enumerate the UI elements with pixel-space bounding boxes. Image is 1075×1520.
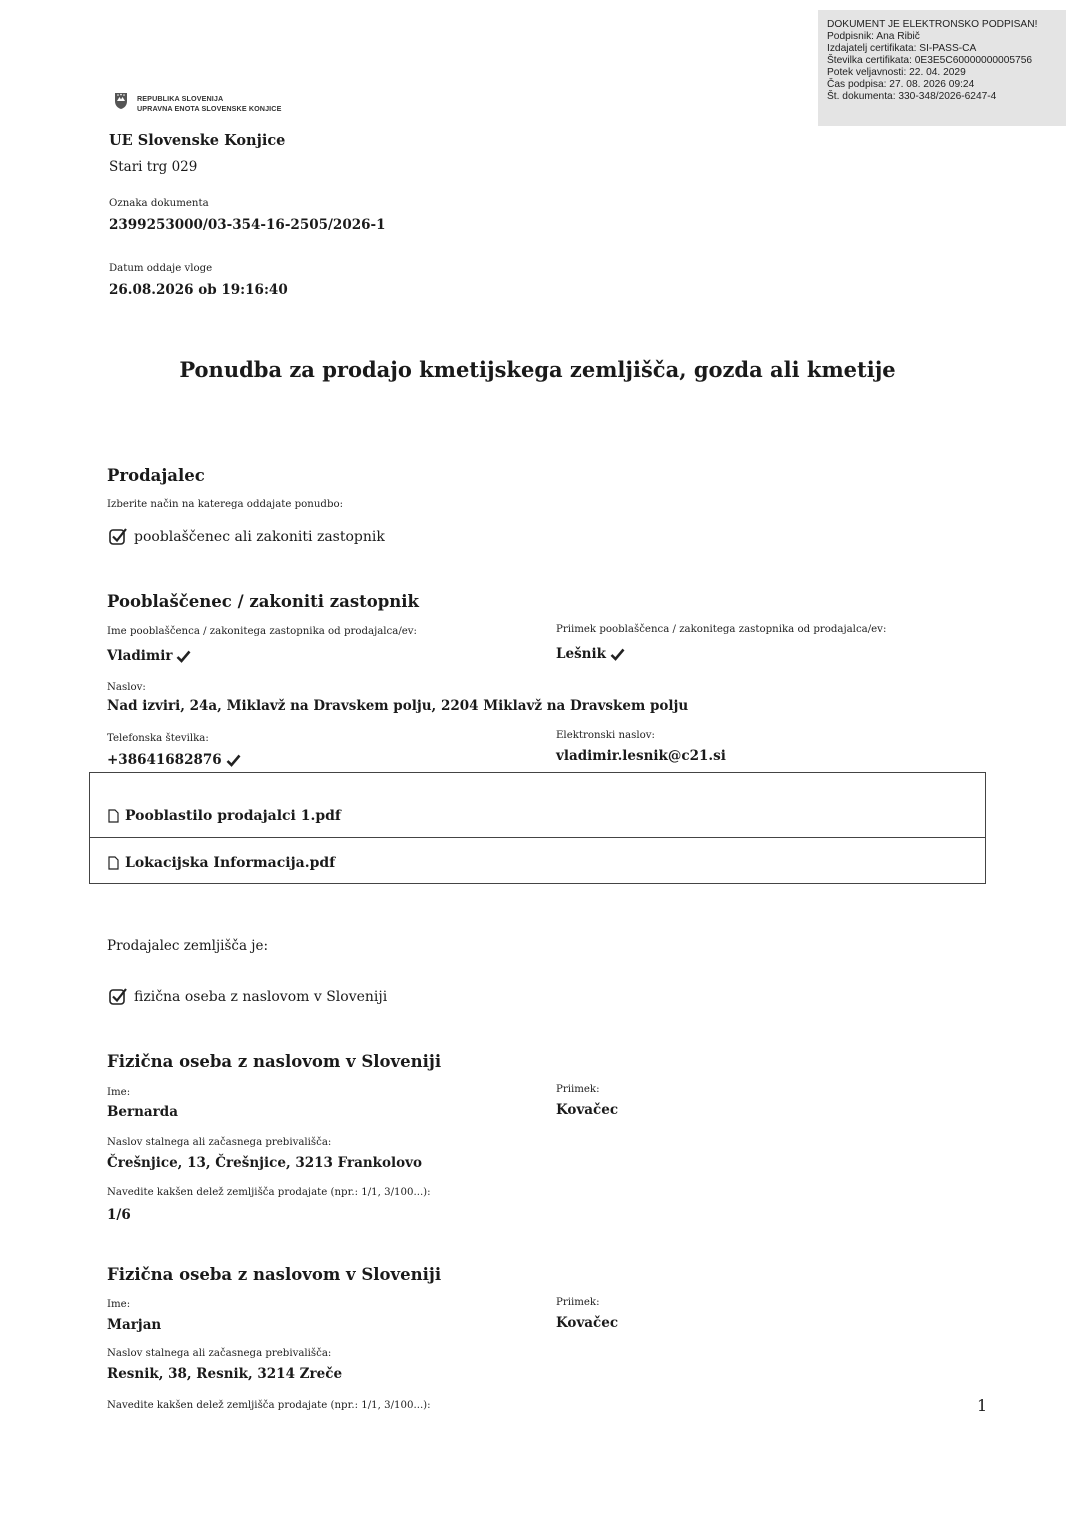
person-heading: Fizična oseba z naslovom v Sloveniji [107, 1265, 442, 1284]
checkbox-checked-icon [109, 527, 128, 546]
signature-line: Potek veljavnosti: 22. 04. 2029 [827, 67, 966, 78]
file-icon [108, 856, 119, 870]
agent-heading: Pooblaščenec / zakoniti zastopnik [107, 592, 419, 611]
coat-of-arms-icon [114, 92, 128, 110]
agent-phone [107, 752, 241, 768]
agent-phone-label: Telefonska številka: [107, 733, 209, 744]
e-signature-stamp [818, 10, 1066, 126]
person-last-name: Kovačec [556, 1315, 619, 1331]
land-seller-label: Prodajalec zemljišča je: [107, 938, 269, 954]
agent-last-name-value: Lešnik [556, 646, 606, 662]
land-seller-option: fizična oseba z naslovom v Sloveniji [134, 988, 388, 1005]
agent-last-name-label: Priimek pooblaščenca / zakonitega zastopnika od prodajalca/ev: [556, 624, 887, 635]
seller-heading: Prodajalec [107, 466, 205, 485]
land-seller-checkbox [109, 987, 387, 1006]
date-value: 26.08.2026 ob 19:16:40 [109, 282, 288, 298]
person-share-label: Navedite kakšen delež zemljišča prodajate (npr.: 1/1, 3/100...): [107, 1187, 431, 1198]
verified-check-icon [610, 648, 625, 661]
agent-first-name-value: Vladimir [107, 648, 173, 664]
agent-address-label: Naslov: [107, 682, 146, 693]
attachment-name: Lokacijska Informacija.pdf [125, 855, 336, 871]
verified-check-icon [176, 650, 191, 663]
attachment-item[interactable] [108, 855, 335, 871]
agent-email: vladimir.lesnik@c21.si [556, 748, 726, 764]
agent-first-name-label: Ime pooblaščenca / zakonitega zastopnika od prodajalca/ev: [107, 626, 417, 637]
person-address: Resnik, 38, Resnik, 3214 Zreče [107, 1366, 343, 1382]
republic-name: REPUBLIKA SLOVENIJA [137, 94, 224, 103]
person-last-name-label: Priimek: [556, 1297, 600, 1308]
person-last-name-label: Priimek: [556, 1084, 600, 1095]
office-address: Stari trg 029 [109, 159, 198, 175]
offer-method-option: pooblaščenec ali zakoniti zastopnik [134, 528, 385, 545]
person-share-label: Navedite kakšen delež zemljišča prodajate (npr.: 1/1, 3/100...): [107, 1400, 431, 1411]
person-address: Črešnjice, 13, Črešnjice, 3213 Frankolovo [107, 1155, 422, 1171]
date-label: Datum oddaje vloge [109, 263, 213, 274]
agent-first-name [107, 648, 191, 664]
verified-check-icon [226, 754, 241, 767]
attachments-box [89, 772, 986, 884]
signature-line: Št. dokumenta: 330-348/2026-6247-4 [827, 91, 997, 102]
divider [90, 837, 985, 838]
page-number: 1 [977, 1396, 988, 1415]
person-heading: Fizična oseba z naslovom v Sloveniji [107, 1052, 442, 1071]
checkbox-checked-icon [109, 987, 128, 1006]
office-name: UE Slovenske Konjice [109, 132, 286, 149]
person-first-name-label: Ime: [107, 1299, 131, 1310]
person-address-label: Naslov stalnega ali začasnega prebivališča: [107, 1137, 332, 1148]
agent-email-label: Elektronski naslov: [556, 730, 655, 741]
signature-line: DOKUMENT JE ELEKTRONSKO PODPISAN! [827, 19, 1038, 30]
doc-ref-value: 2399253000/03-354-16-2505/2026-1 [109, 217, 386, 233]
person-address-label: Naslov stalnega ali začasnega prebivališča: [107, 1348, 332, 1359]
doc-ref-label: Oznaka dokumenta [109, 198, 209, 209]
file-icon [108, 809, 119, 823]
person-share: 1/6 [107, 1207, 131, 1223]
person-first-name: Bernarda [107, 1104, 178, 1120]
agent-phone-value: +38641682876 [107, 752, 222, 768]
unit-name: UPRAVNA ENOTA SLOVENSKE KONJICE [137, 103, 282, 113]
agent-last-name [556, 646, 625, 662]
signature-line: Številka certifikata: 0E3E5C60000000005756 [827, 55, 1033, 66]
offer-method-label: Izberite način na katerega oddajate ponudbo: [107, 499, 344, 510]
person-last-name: Kovačec [556, 1102, 619, 1118]
signature-line: Izdajatelj certifikata: SI-PASS-CA [827, 43, 977, 54]
signature-line: Čas podpisa: 27. 08. 2026 09:24 [827, 79, 975, 90]
attachment-name: Pooblastilo prodajalci 1.pdf [125, 808, 341, 824]
document-title: Ponudba za prodajo kmetijskega zemljišča, gozda ali kmetije [179, 357, 896, 382]
offer-method-checkbox [109, 527, 385, 546]
person-first-name: Marjan [107, 1317, 162, 1333]
signature-line: Podpisnik: Ana Ribič [827, 31, 920, 42]
agent-address: Nad izviri, 24a, Miklavž na Dravskem polju, 2204 Miklavž na Dravskem polju [107, 698, 689, 714]
institution-logo-text [137, 94, 281, 113]
attachment-item[interactable] [108, 808, 341, 824]
person-first-name-label: Ime: [107, 1087, 131, 1098]
